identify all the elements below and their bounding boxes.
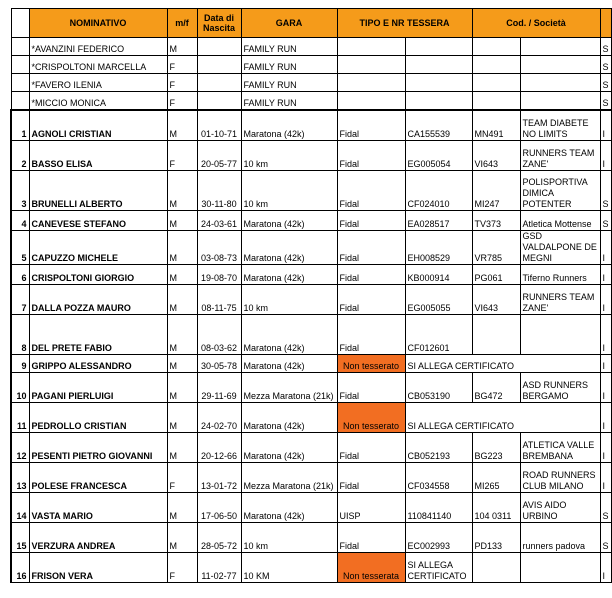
card-number: CA155539 (405, 110, 472, 141)
card-type: Fidal (337, 523, 405, 553)
athlete-sex: M (167, 523, 197, 553)
row-number: 2 (11, 141, 29, 171)
athlete-name: BRUNELLI ALBERTO (29, 171, 167, 211)
extra-cell: I (600, 433, 611, 463)
athlete-rows (11, 110, 611, 583)
club-code (472, 56, 520, 74)
club-code: VI643 (472, 285, 520, 315)
club-name: AVIS AIDO URBINO (520, 493, 600, 523)
card-number: EH008529 (405, 231, 472, 265)
club-name: GSD VALDALPONE DE MEGNI (520, 231, 600, 265)
certificate-note: SI ALLEGA CERTIFICATO (405, 355, 600, 373)
card-type: Fidal (337, 141, 405, 171)
athlete-row (11, 141, 611, 171)
row-index (11, 74, 29, 92)
extra-cell: S (600, 211, 611, 231)
club-name (520, 92, 600, 111)
athlete-race: Maratona (42k) (241, 231, 337, 265)
athlete-sex: F (167, 553, 197, 583)
athlete-dob (197, 56, 241, 74)
club-code: BG223 (472, 433, 520, 463)
extra-cell: S (600, 56, 611, 74)
card-type: Fidal (337, 285, 405, 315)
card-number: CF012601 (405, 315, 472, 355)
athlete-name: AGNOLI CRISTIAN (29, 110, 167, 141)
certificate-note: SI ALLEGA CERTIFICATO (405, 553, 472, 583)
card-number (405, 56, 472, 74)
family-row (11, 74, 611, 92)
club-name: POLISPORTIVA DIMICA POTENTER (520, 171, 600, 211)
athlete-race: Maratona (42k) (241, 110, 337, 141)
athlete-row (11, 373, 611, 403)
athlete-sex: M (167, 211, 197, 231)
athlete-name: BASSO ELISA (29, 141, 167, 171)
athlete-row (11, 493, 611, 523)
club-name: Atletica Mottense (520, 211, 600, 231)
club-code (472, 315, 520, 355)
athlete-dob (197, 74, 241, 92)
athlete-sex: F (167, 74, 197, 92)
athlete-dob: 08-03-62 (197, 315, 241, 355)
card-number (405, 38, 472, 56)
club-code: PD133 (472, 523, 520, 553)
club-code: 104 0311 (472, 493, 520, 523)
extra-cell: I (600, 315, 611, 355)
athlete-row (11, 355, 611, 373)
athlete-name: POLESE FRANCESCA (29, 463, 167, 493)
row-number: 13 (11, 463, 29, 493)
athlete-dob: 29-11-69 (197, 373, 241, 403)
club-name: ATLETICA VALLE BREMBANA (520, 433, 600, 463)
club-name (520, 553, 600, 583)
athlete-name: CANEVESE STEFANO (29, 211, 167, 231)
athlete-sex: F (167, 56, 197, 74)
athlete-name: GRIPPO ALESSANDRO (29, 355, 167, 373)
extra-cell: S (600, 493, 611, 523)
club-code: TV373 (472, 211, 520, 231)
athlete-row (11, 315, 611, 355)
club-name (520, 56, 600, 74)
card-number: EG005054 (405, 141, 472, 171)
athlete-name: *MICCIO MONICA (29, 92, 167, 111)
row-number: 14 (11, 493, 29, 523)
header-index (11, 9, 29, 38)
club-code (472, 553, 520, 583)
extra-cell: S (600, 171, 611, 211)
athlete-dob: 03-08-73 (197, 231, 241, 265)
athlete-race: Maratona (42k) (241, 265, 337, 285)
not-registered-badge: Non tesserato (337, 355, 405, 373)
card-number (405, 74, 472, 92)
row-number: 6 (11, 265, 29, 285)
athlete-dob (197, 38, 241, 56)
athlete-dob: 20-05-77 (197, 141, 241, 171)
athlete-row (11, 285, 611, 315)
athlete-sex: M (167, 493, 197, 523)
athlete-race: FAMILY RUN (241, 38, 337, 56)
athlete-race: 10 km (241, 171, 337, 211)
athlete-sex: M (167, 38, 197, 56)
row-number: 11 (11, 403, 29, 433)
athlete-name: PAGANI PIERLUIGI (29, 373, 167, 403)
club-name: runners padova (520, 523, 600, 553)
card-type: Fidal (337, 433, 405, 463)
club-code: VI643 (472, 141, 520, 171)
card-number: 110841140 (405, 493, 472, 523)
athlete-row (11, 553, 611, 583)
club-code: MN491 (472, 110, 520, 141)
athlete-race: Maratona (42k) (241, 315, 337, 355)
card-type: Fidal (337, 463, 405, 493)
athlete-row (11, 110, 611, 141)
athlete-race: 10 km (241, 285, 337, 315)
athlete-name: *CRISPOLTONI MARCELLA (29, 56, 167, 74)
athlete-dob: 11-02-77 (197, 553, 241, 583)
club-code: PG061 (472, 265, 520, 285)
athlete-sex: M (167, 433, 197, 463)
club-name: ASD RUNNERS BERGAMO (520, 373, 600, 403)
card-type: UISP (337, 493, 405, 523)
card-number (405, 92, 472, 111)
athlete-dob: 28-05-72 (197, 523, 241, 553)
athlete-name: FRISON VERA (29, 553, 167, 583)
athlete-row (11, 231, 611, 265)
family-row (11, 38, 611, 56)
club-name: RUNNERS TEAM ZANE' (520, 285, 600, 315)
club-name: TEAM DIABETE NO LIMITS (520, 110, 600, 141)
athlete-name: DALLA POZZA MAURO (29, 285, 167, 315)
athlete-race: FAMILY RUN (241, 74, 337, 92)
header-sex: m/f (167, 9, 197, 38)
athlete-name: PESENTI PIETRO GIOVANNI (29, 433, 167, 463)
club-code: BG472 (472, 373, 520, 403)
extra-cell: I (600, 463, 611, 493)
athlete-row (11, 171, 611, 211)
header-extra (600, 9, 611, 38)
row-number: 7 (11, 285, 29, 315)
card-number: EA028517 (405, 211, 472, 231)
card-type: Fidal (337, 211, 405, 231)
athlete-sex: M (167, 285, 197, 315)
extra-cell: I (600, 403, 611, 433)
athlete-dob: 08-11-75 (197, 285, 241, 315)
athlete-name: *AVANZINI FEDERICO (29, 38, 167, 56)
athlete-dob: 19-08-70 (197, 265, 241, 285)
row-number: 9 (11, 355, 29, 373)
athlete-sex: M (167, 403, 197, 433)
card-number: KB000914 (405, 265, 472, 285)
club-name: Tiferno Runners (520, 265, 600, 285)
athlete-race: Maratona (42k) (241, 211, 337, 231)
athlete-dob: 01-10-71 (197, 110, 241, 141)
not-registered-badge: Non tesserata (337, 553, 405, 583)
athlete-row (11, 433, 611, 463)
athlete-sex: M (167, 171, 197, 211)
extra-cell: I (600, 231, 611, 265)
family-rows (11, 38, 611, 111)
row-number: 5 (11, 231, 29, 265)
club-name (520, 315, 600, 355)
athlete-sex: M (167, 265, 197, 285)
extra-cell: I (600, 285, 611, 315)
club-name: RUNNERS TEAM ZANE' (520, 141, 600, 171)
header-row (11, 9, 611, 38)
header-dob: Data di Nascita (197, 9, 241, 38)
row-number: 8 (11, 315, 29, 355)
family-row (11, 56, 611, 74)
athlete-row (11, 463, 611, 493)
card-type: Fidal (337, 171, 405, 211)
athlete-sex: M (167, 373, 197, 403)
card-type (337, 74, 405, 92)
athlete-name: PEDROLLO CRISTIAN (29, 403, 167, 433)
header-club: Cod. / Società (472, 9, 600, 38)
club-name (520, 38, 600, 56)
extra-cell: S (600, 92, 611, 111)
card-number: EC002993 (405, 523, 472, 553)
athlete-dob: 20-12-66 (197, 433, 241, 463)
athlete-dob: 24-02-70 (197, 403, 241, 433)
athlete-race: Maratona (42k) (241, 403, 337, 433)
extra-cell: I (600, 110, 611, 141)
athlete-sex: M (167, 231, 197, 265)
card-number: CF034558 (405, 463, 472, 493)
athlete-dob: 24-03-61 (197, 211, 241, 231)
athlete-race: Maratona (42k) (241, 493, 337, 523)
card-number: CF024010 (405, 171, 472, 211)
athlete-sex: M (167, 110, 197, 141)
club-code: MI247 (472, 171, 520, 211)
card-number: EG005055 (405, 285, 472, 315)
extra-cell: S (600, 523, 611, 553)
athlete-name: CRISPOLTONI GIORGIO (29, 265, 167, 285)
row-number: 4 (11, 211, 29, 231)
club-code (472, 92, 520, 111)
row-index (11, 38, 29, 56)
extra-cell: I (600, 355, 611, 373)
header-race: GARA (241, 9, 337, 38)
registration-table (10, 8, 612, 583)
athlete-race: Maratona (42k) (241, 433, 337, 463)
extra-cell: I (600, 265, 611, 285)
athlete-dob: 13-01-72 (197, 463, 241, 493)
athlete-sex: F (167, 92, 197, 111)
row-number: 10 (11, 373, 29, 403)
extra-cell: S (600, 74, 611, 92)
athlete-name: VASTA MARIO (29, 493, 167, 523)
row-number: 16 (11, 553, 29, 583)
athlete-race: FAMILY RUN (241, 92, 337, 111)
row-number: 3 (11, 171, 29, 211)
not-registered-badge: Non tesserato (337, 403, 405, 433)
athlete-row (11, 265, 611, 285)
club-code: MI265 (472, 463, 520, 493)
extra-cell: I (600, 373, 611, 403)
athlete-row (11, 211, 611, 231)
row-index (11, 92, 29, 111)
header-nominativo: NOMINATIVO (29, 9, 167, 38)
card-number: CB053190 (405, 373, 472, 403)
athlete-name: CAPUZZO MICHELE (29, 231, 167, 265)
header-card: TIPO E NR TESSERA (337, 9, 472, 38)
card-type: Fidal (337, 265, 405, 285)
athlete-race: FAMILY RUN (241, 56, 337, 74)
card-type: Fidal (337, 231, 405, 265)
extra-cell: I (600, 141, 611, 171)
athlete-race: 10 km (241, 141, 337, 171)
card-type (337, 56, 405, 74)
club-code: VR785 (472, 231, 520, 265)
athlete-race: 10 km (241, 523, 337, 553)
card-type (337, 38, 405, 56)
athlete-name: VERZURA ANDREA (29, 523, 167, 553)
card-type: Fidal (337, 110, 405, 141)
club-name (520, 74, 600, 92)
athlete-dob: 30-05-78 (197, 355, 241, 373)
card-type (337, 92, 405, 111)
row-number: 1 (11, 110, 29, 141)
athlete-race: Mezza Maratona (21k) (241, 463, 337, 493)
card-type: Fidal (337, 315, 405, 355)
row-number: 15 (11, 523, 29, 553)
club-code (472, 38, 520, 56)
athlete-dob: 17-06-50 (197, 493, 241, 523)
extra-cell: I (600, 553, 611, 583)
athlete-sex: F (167, 141, 197, 171)
row-index (11, 56, 29, 74)
athlete-race: Maratona (42k) (241, 355, 337, 373)
athlete-dob (197, 92, 241, 111)
athlete-sex: F (167, 463, 197, 493)
card-number: CB052193 (405, 433, 472, 463)
athlete-row (11, 523, 611, 553)
athlete-dob: 30-11-80 (197, 171, 241, 211)
club-code (472, 74, 520, 92)
athlete-race: Mezza Maratona (21k) (241, 373, 337, 403)
certificate-note: SI ALLEGA CERTIFICATO (405, 403, 600, 433)
athlete-race: 10 KM (241, 553, 337, 583)
athlete-name: DEL PRETE FABIO (29, 315, 167, 355)
athlete-sex: M (167, 315, 197, 355)
row-number: 12 (11, 433, 29, 463)
club-name: ROAD RUNNERS CLUB MILANO (520, 463, 600, 493)
athlete-sex: M (167, 355, 197, 373)
extra-cell: S (600, 38, 611, 56)
family-row (11, 92, 611, 111)
athlete-row (11, 403, 611, 433)
card-type: Fidal (337, 373, 405, 403)
athlete-name: *FAVERO ILENIA (29, 74, 167, 92)
